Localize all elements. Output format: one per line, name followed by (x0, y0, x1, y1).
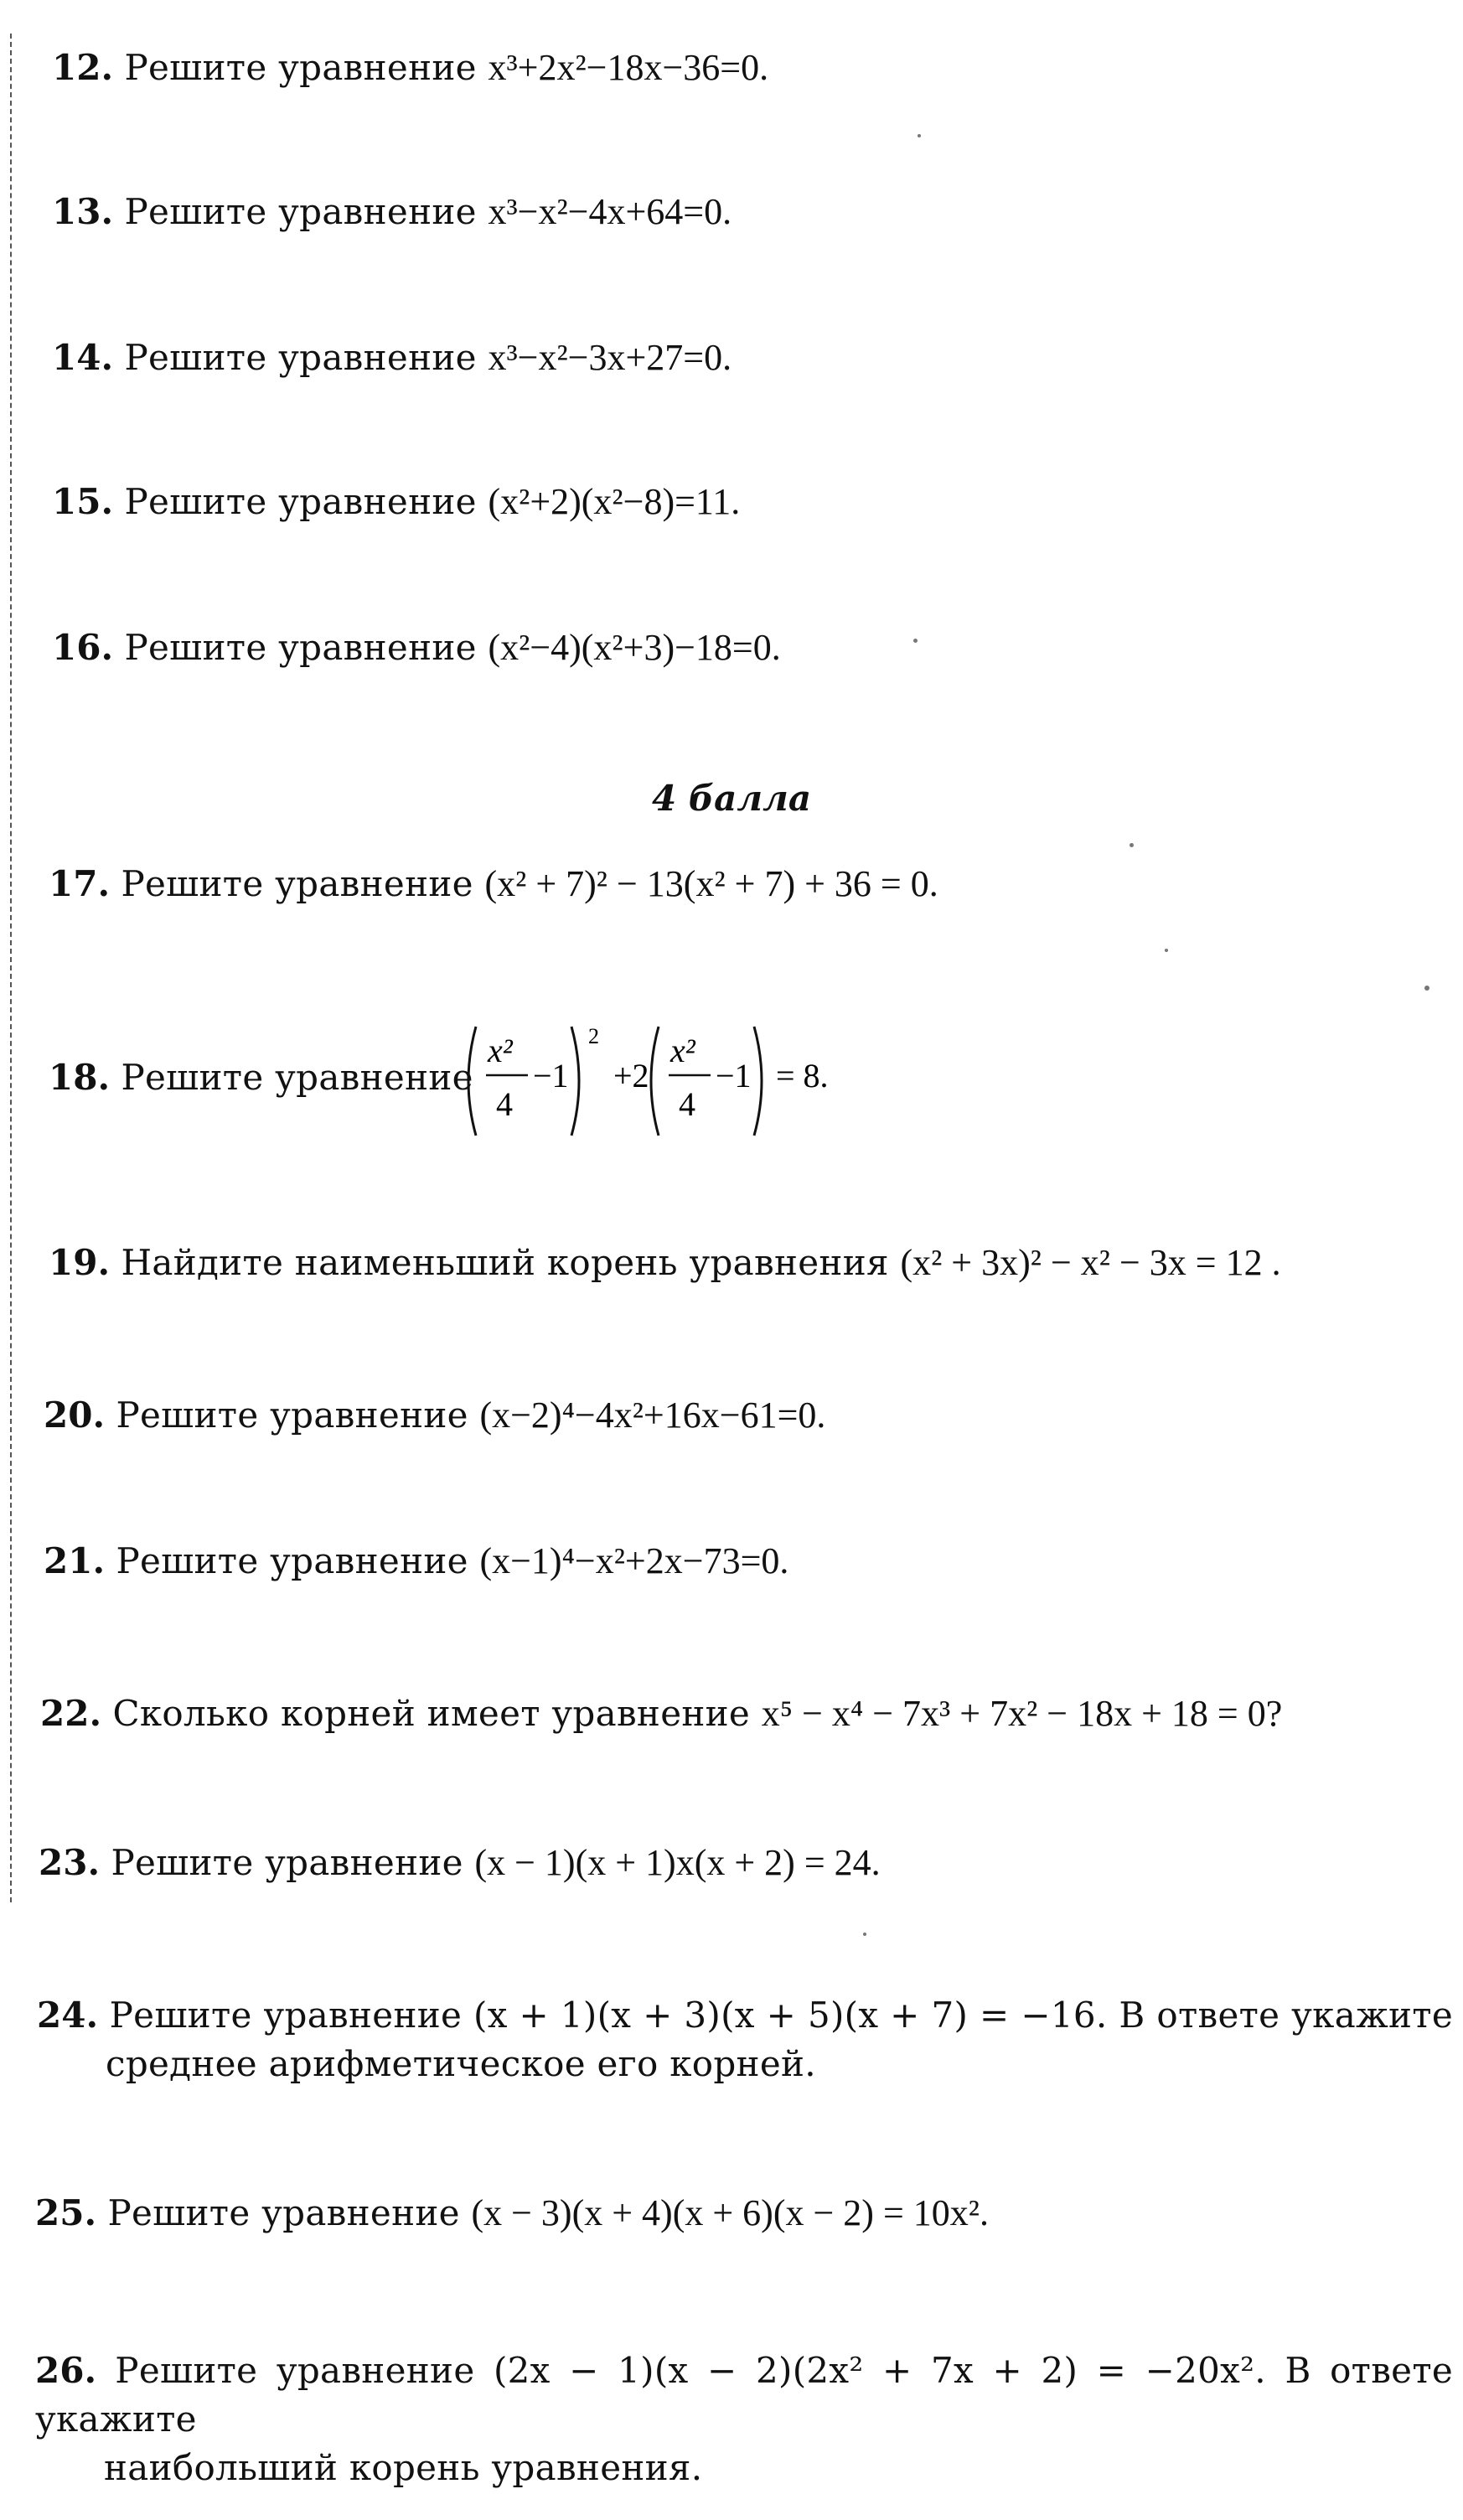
plus-two: +2 (613, 1057, 649, 1094)
cut-line (10, 34, 12, 1902)
problem-number: 20. (44, 1395, 106, 1436)
problem-text: Решите уравнение (121, 1057, 473, 1098)
scan-speck (918, 134, 921, 137)
scan-speck (1130, 843, 1134, 847)
problem-equation: (x² + 7)² − 13(x² + 7) + 36 = 0. (484, 863, 938, 904)
problem-number: 21. (44, 1540, 106, 1581)
problem-number: 13. (52, 191, 114, 232)
problem-text: Решите уравнение (121, 863, 485, 904)
fraction-denominator: 4 (496, 1085, 513, 1123)
problem-text-line1: Решите уравнение (2x − 1)(x − 2)(2x² + 7x + 2) = −20x². В ответе укажите (35, 2350, 1454, 2440)
problem-number: 26. (35, 2350, 97, 2391)
problem-number: 15. (52, 481, 114, 522)
problem-equation: (x²−4)(x²+3)−18=0. (488, 627, 781, 668)
problem-text: Решите уравнение (124, 191, 489, 232)
minus-one: −1 (533, 1057, 569, 1094)
problem-text: Решите уравнение (107, 2192, 472, 2233)
problem-number: 19. (49, 1242, 111, 1283)
problem-14 (52, 334, 732, 382)
problem-text-line1: Решите уравнение (x + 1)(x + 3)(x + 5)(x + 7) = −16. В ответе укажите (109, 1995, 1453, 2036)
problem-number: 18. (49, 1057, 111, 1098)
problem-22 (40, 1689, 1282, 1738)
problem-equation: x³−x²−4x+64=0. (488, 191, 732, 232)
problem-12 (52, 44, 768, 92)
problem-equation: (x²+2)(x²−8)=11. (488, 481, 741, 522)
problem-text: Решите уравнение (111, 1842, 475, 1883)
problem-number: 16. (52, 627, 114, 668)
problem-text: Найдите наименьший корень уравнения (121, 1242, 901, 1283)
problem-equation: (x² + 3x)² − x² − 3x = 12 . (900, 1242, 1281, 1283)
problem-equation: (x − 1)(x + 1)x(x + 2) = 24. (474, 1842, 881, 1883)
section-title: 4 балла (651, 778, 812, 819)
problem-number: 23. (39, 1842, 101, 1883)
problem-equation: x³+2x²−18x−36=0. (488, 47, 769, 88)
problem-equation: (x − 3)(x + 4)(x + 6)(x − 2) = 10x². (471, 2192, 989, 2233)
problem-text-line2: среднее арифметическое его корней. (106, 2043, 816, 2084)
fraction-numerator: x² (488, 1032, 513, 1069)
scan-speck (1165, 949, 1168, 952)
problem-21 (44, 1537, 788, 1586)
fraction-numerator: x² (670, 1032, 695, 1069)
problem-17 (49, 860, 938, 908)
problem-15 (52, 478, 740, 526)
problem-18 (49, 1053, 473, 1102)
problem-20 (44, 1391, 825, 1440)
problem-equation: (x−1)⁴−x²+2x−73=0. (479, 1540, 789, 1581)
problem-text: Сколько корней имеет уравнение (112, 1693, 762, 1734)
problem-text: Решите уравнение (116, 1540, 480, 1581)
problem-number: 12. (52, 47, 114, 88)
minus-one: −1 (716, 1057, 752, 1094)
problem-26 (35, 2347, 1453, 2492)
problem-equation: x⁵ − x⁴ − 7x³ + 7x² − 18x + 18 = 0? (761, 1693, 1283, 1734)
problem-number: 14. (52, 337, 114, 378)
problem-number: 24. (37, 1995, 99, 2036)
problem-equation: x³−x²−3x+27=0. (488, 337, 732, 378)
equals-eight: = 8. (776, 1057, 829, 1094)
problem-text-line2: наибольший корень уравнения. (104, 2447, 703, 2488)
scan-speck (913, 639, 918, 643)
power: 2 (588, 1024, 599, 1048)
problem-number: 17. (49, 863, 111, 904)
problem-text: Решите уравнение (124, 337, 489, 378)
scan-speck (1424, 986, 1429, 991)
problem-text: Решите уравнение (116, 1395, 480, 1436)
problem-25 (35, 2189, 989, 2238)
problem-18-equation (461, 1018, 897, 1144)
problem-text: Решите уравнение (124, 481, 489, 522)
fraction-denominator: 4 (679, 1085, 695, 1123)
scan-speck (863, 1933, 866, 1936)
problem-number: 22. (40, 1693, 102, 1734)
problem-24 (37, 1991, 1453, 2088)
problem-13 (52, 188, 732, 236)
problem-text: Решите уравнение (124, 47, 489, 88)
problem-19 (49, 1239, 1281, 1287)
problem-equation: (x−2)⁴−4x²+16x−61=0. (479, 1395, 826, 1436)
problem-text: Решите уравнение (124, 627, 489, 668)
problem-23 (39, 1839, 881, 1887)
problem-16 (52, 624, 781, 672)
problem-number: 25. (35, 2192, 97, 2233)
